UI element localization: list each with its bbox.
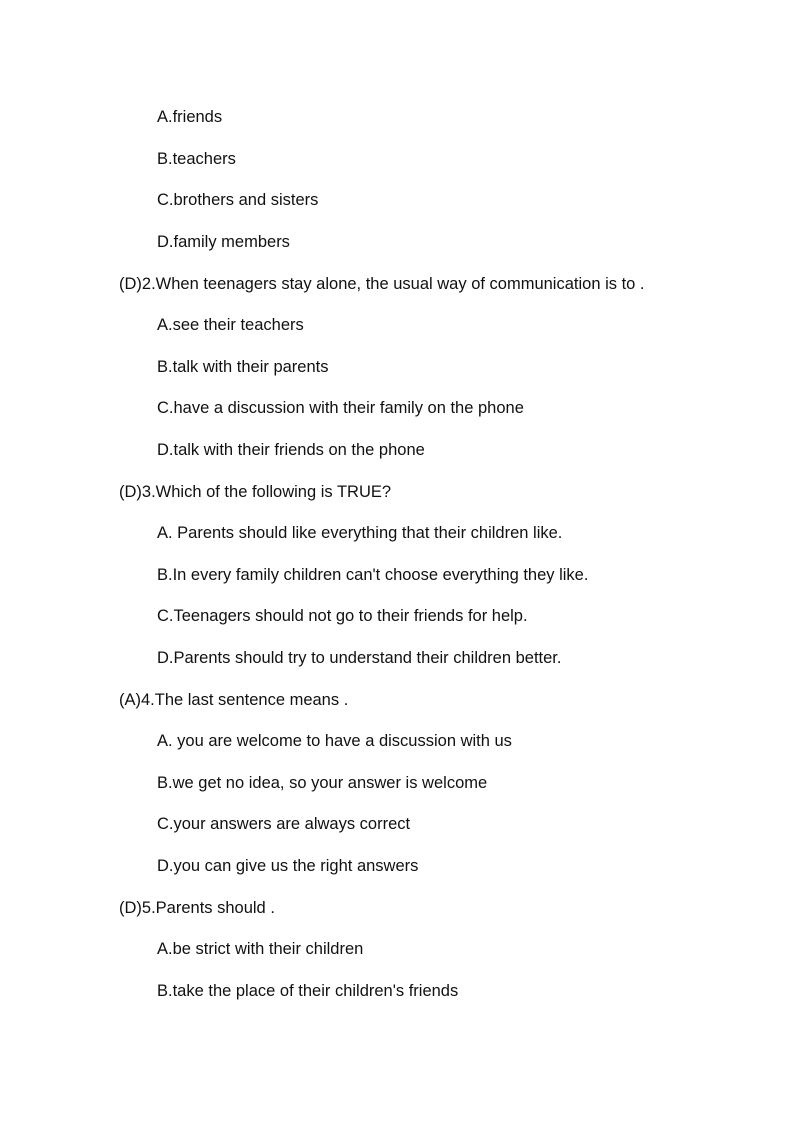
q3-option-d: D.Parents should try to understand their children better. (157, 649, 562, 667)
q2-stem: (D)2.When teenagers stay alone, the usual way of communication is to . (119, 275, 645, 293)
q4-option-a: A. you are welcome to have a discussion with us (157, 732, 512, 750)
q1-option-a: A.friends (157, 108, 223, 126)
q1-option-c: C.brothers and sisters (157, 191, 319, 209)
q5-stem: (D)5.Parents should . (119, 899, 275, 917)
q5-option-a: A.be strict with their children (157, 940, 364, 958)
q3-option-a: A. Parents should like everything that their children like. (157, 524, 563, 542)
q2-option-a: A.see their teachers (157, 316, 304, 334)
q1-option-b: B.teachers (157, 150, 236, 168)
q4-stem: (A)4.The last sentence means . (119, 691, 349, 709)
q3-option-c: C.Teenagers should not go to their friends for help. (157, 607, 528, 625)
q3-stem: (D)3.Which of the following is TRUE? (119, 483, 392, 501)
q5-option-b: B.take the place of their children's friends (157, 982, 459, 1000)
q4-option-c: C.your answers are always correct (157, 815, 411, 833)
q3-option-b: B.In every family children can't choose everything they like. (157, 566, 589, 584)
q2-option-c: C.have a discussion with their family on the phone (157, 399, 524, 417)
q4-option-b: B.we get no idea, so your answer is welcome (157, 774, 488, 792)
q4-option-d: D.you can give us the right answers (157, 857, 419, 875)
q1-option-d: D.family members (157, 233, 290, 251)
q2-option-b: B.talk with their parents (157, 358, 329, 376)
q2-option-d: D.talk with their friends on the phone (157, 441, 425, 459)
